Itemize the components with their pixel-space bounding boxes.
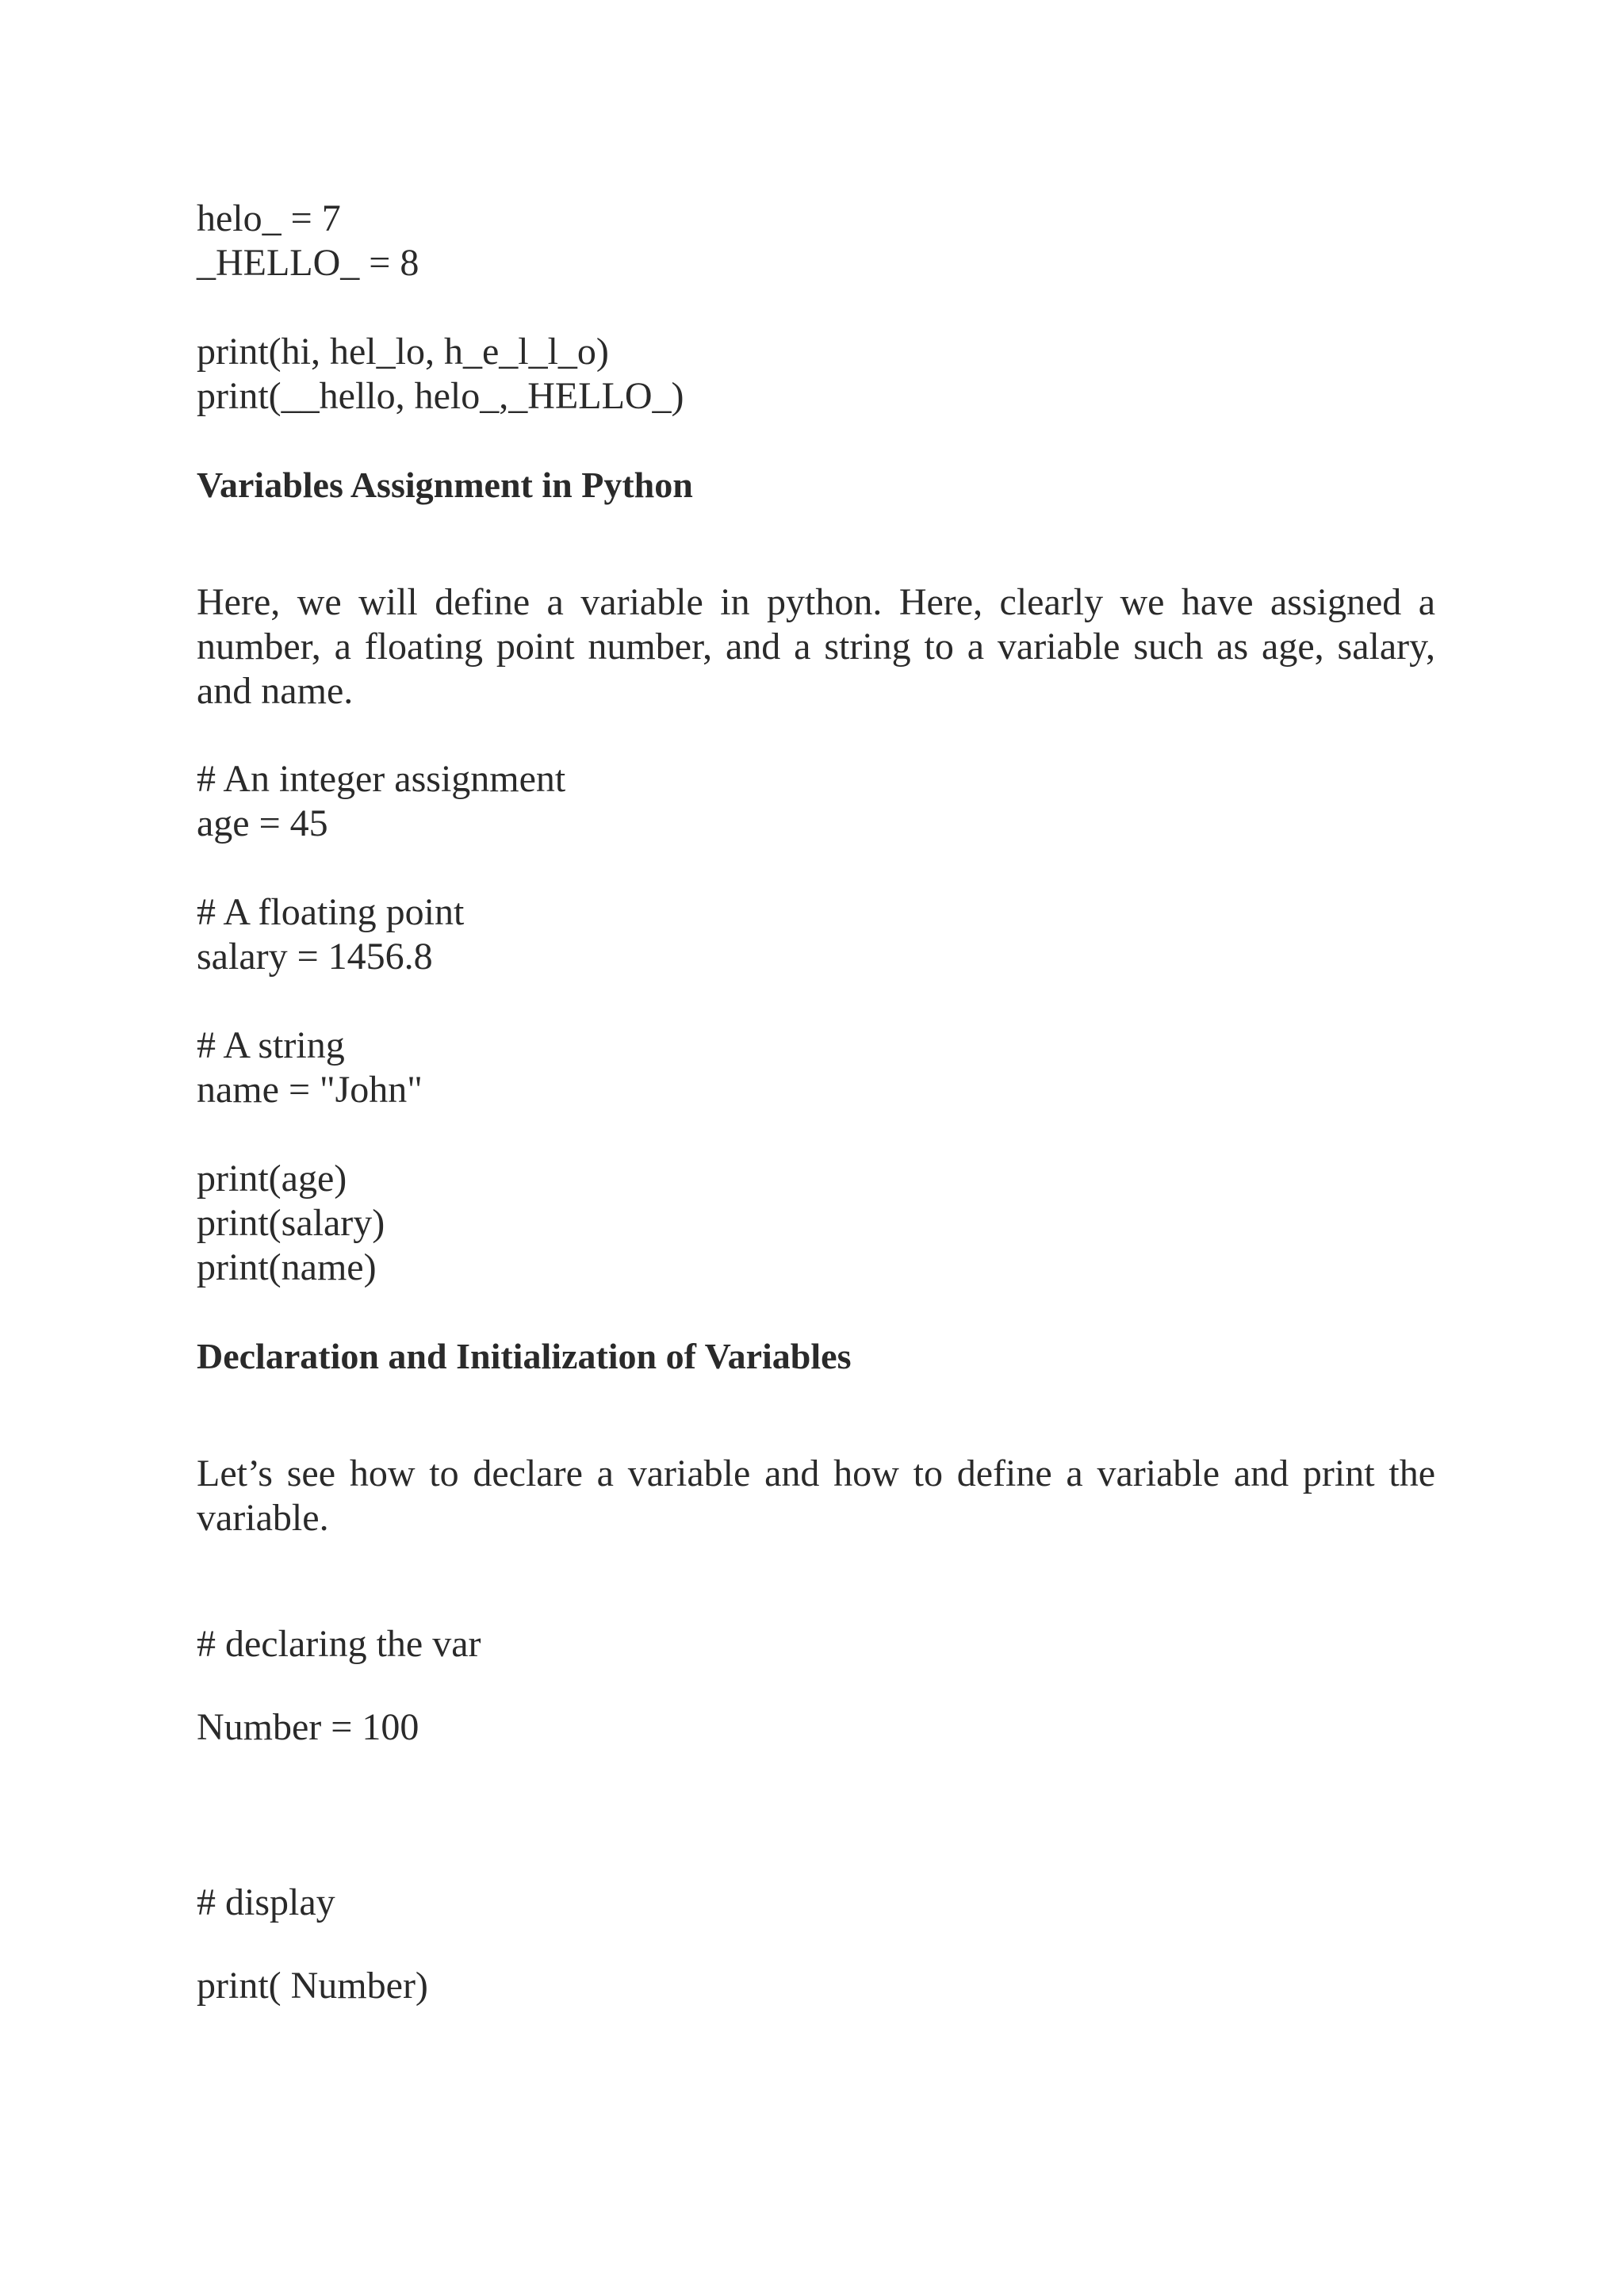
- code-line: # An integer assignment: [197, 758, 566, 800]
- section-heading: Variables Assignment in Python: [197, 465, 693, 505]
- code-line: salary = 1456.8: [197, 936, 433, 978]
- body-paragraph: Let’s see how to declare a variable and how to define a variable and print the variable.: [197, 1452, 1435, 1539]
- code-line: age = 45: [197, 802, 328, 844]
- code-line: # A floating point: [197, 891, 465, 933]
- code-line: _HELLO_ = 8: [197, 242, 419, 284]
- code-line: print(__hello, helo_,_HELLO_): [197, 375, 684, 417]
- code-line: print(hi, hel_lo, h_e_l_l_o): [197, 331, 609, 373]
- code-line: print(salary): [197, 1202, 385, 1244]
- code-line: print(name): [197, 1246, 377, 1288]
- code-line: Number = 100: [197, 1706, 419, 1748]
- code-line: # A string: [197, 1024, 345, 1066]
- code-line: # declaring the var: [197, 1623, 481, 1665]
- code-line: # display: [197, 1881, 335, 1923]
- code-line: name = "John": [197, 1069, 423, 1111]
- body-paragraph: Here, we will define a variable in python. Here, clearly we have assigned a number, a floating point number, and a string to a variable such as age, salary, and name.: [197, 581, 1435, 712]
- code-line: print( Number): [197, 1965, 428, 2007]
- code-line: print(age): [197, 1158, 347, 1200]
- section-heading: Declaration and Initialization of Variables: [197, 1336, 852, 1376]
- code-line: helo_ = 7: [197, 197, 341, 239]
